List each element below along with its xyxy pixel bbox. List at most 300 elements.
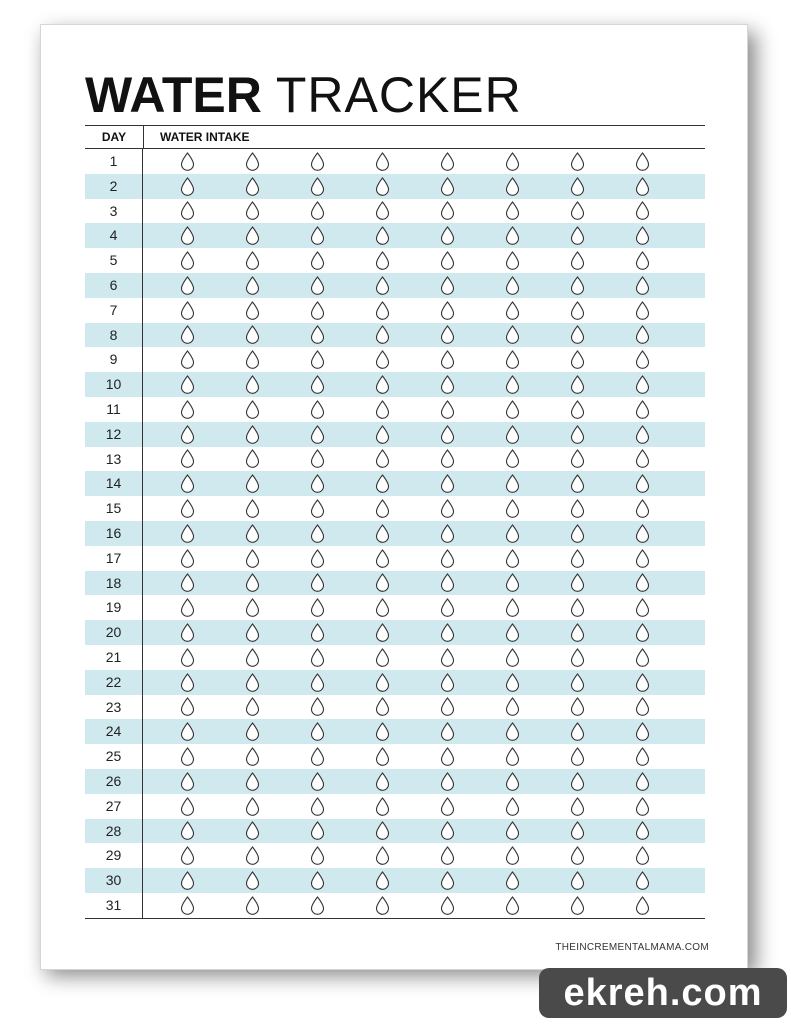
water-drop-icon[interactable] <box>180 149 245 173</box>
water-drop-icon[interactable] <box>375 447 440 471</box>
water-drop-icon[interactable] <box>180 720 245 744</box>
water-drop-icon[interactable] <box>440 645 505 669</box>
table-row <box>85 868 705 893</box>
water-drop-icon[interactable] <box>570 497 635 521</box>
water-drop-icon[interactable] <box>635 397 700 421</box>
water-drop-icon[interactable] <box>505 298 570 322</box>
water-drop-icon[interactable] <box>310 249 375 273</box>
water-drop-icon[interactable] <box>245 521 310 545</box>
water-drop-icon[interactable] <box>180 521 245 545</box>
drop-group <box>143 174 700 198</box>
water-drop-icon[interactable] <box>180 397 245 421</box>
water-drop-icon[interactable] <box>505 224 570 248</box>
drop-group <box>143 645 700 669</box>
water-drop-icon[interactable] <box>375 745 440 769</box>
water-drop-icon[interactable] <box>245 893 310 917</box>
water-drop-icon[interactable] <box>635 621 700 645</box>
water-drop-icon[interactable] <box>570 298 635 322</box>
water-drop-icon[interactable] <box>375 844 440 868</box>
water-drop-icon[interactable] <box>635 472 700 496</box>
water-drop-icon[interactable] <box>635 249 700 273</box>
water-drop-icon[interactable] <box>440 497 505 521</box>
water-drop-icon[interactable] <box>310 794 375 818</box>
table-row <box>85 695 705 720</box>
water-drop-icon[interactable] <box>505 571 570 595</box>
water-drop-icon[interactable] <box>375 249 440 273</box>
water-drop-icon[interactable] <box>440 447 505 471</box>
day-number: 6 <box>85 273 143 298</box>
water-drop-icon[interactable] <box>375 819 440 843</box>
water-drop-icon[interactable] <box>310 273 375 297</box>
day-number: 22 <box>85 670 143 695</box>
water-drop-icon[interactable] <box>310 149 375 173</box>
water-drop-icon[interactable] <box>570 348 635 372</box>
water-drop-icon[interactable] <box>245 447 310 471</box>
water-drop-icon[interactable] <box>310 670 375 694</box>
water-drop-icon[interactable] <box>375 695 440 719</box>
table-row <box>85 347 705 372</box>
water-drop-icon[interactable] <box>310 844 375 868</box>
water-drop-icon[interactable] <box>245 273 310 297</box>
water-drop-icon[interactable] <box>440 596 505 620</box>
water-drop-icon[interactable] <box>505 521 570 545</box>
water-drop-icon[interactable] <box>505 422 570 446</box>
water-drop-icon[interactable] <box>245 596 310 620</box>
water-drop-icon[interactable] <box>635 893 700 917</box>
water-drop-icon[interactable] <box>635 745 700 769</box>
water-drop-icon[interactable] <box>375 199 440 223</box>
water-drop-icon[interactable] <box>375 348 440 372</box>
water-drop-icon[interactable] <box>440 745 505 769</box>
water-drop-icon[interactable] <box>180 273 245 297</box>
day-number: 10 <box>85 372 143 397</box>
water-drop-icon[interactable] <box>245 298 310 322</box>
water-drop-icon[interactable] <box>180 323 245 347</box>
water-drop-icon[interactable] <box>180 794 245 818</box>
water-drop-icon[interactable] <box>440 373 505 397</box>
water-drop-icon[interactable] <box>440 869 505 893</box>
water-drop-icon[interactable] <box>635 645 700 669</box>
water-drop-icon[interactable] <box>375 645 440 669</box>
water-drop-icon[interactable] <box>245 323 310 347</box>
water-drop-icon[interactable] <box>245 769 310 793</box>
water-drop-icon[interactable] <box>440 695 505 719</box>
water-drop-icon[interactable] <box>505 497 570 521</box>
water-drop-icon[interactable] <box>440 273 505 297</box>
water-drop-icon[interactable] <box>570 199 635 223</box>
water-drop-icon[interactable] <box>505 472 570 496</box>
table-row <box>85 496 705 521</box>
water-drop-icon[interactable] <box>245 844 310 868</box>
water-drop-icon[interactable] <box>505 869 570 893</box>
header-water-intake: WATER INTAKE <box>160 130 250 144</box>
water-drop-icon[interactable] <box>505 769 570 793</box>
day-number: 27 <box>85 794 143 819</box>
table-row <box>85 769 705 794</box>
water-drop-icon[interactable] <box>245 224 310 248</box>
water-drop-icon[interactable] <box>505 720 570 744</box>
water-drop-icon[interactable] <box>310 497 375 521</box>
water-drop-icon[interactable] <box>635 869 700 893</box>
drop-group <box>143 745 700 769</box>
water-drop-icon[interactable] <box>635 497 700 521</box>
water-drop-icon[interactable] <box>440 199 505 223</box>
water-drop-icon[interactable] <box>570 769 635 793</box>
water-drop-icon[interactable] <box>375 571 440 595</box>
day-number: 20 <box>85 620 143 645</box>
water-drop-icon[interactable] <box>505 670 570 694</box>
water-drop-icon[interactable] <box>570 571 635 595</box>
water-drop-icon[interactable] <box>245 819 310 843</box>
water-drop-icon[interactable] <box>310 447 375 471</box>
water-drop-icon[interactable] <box>570 447 635 471</box>
water-drop-icon[interactable] <box>310 769 375 793</box>
water-drop-icon[interactable] <box>570 645 635 669</box>
water-drop-icon[interactable] <box>505 546 570 570</box>
water-drop-icon[interactable] <box>570 819 635 843</box>
water-drop-icon[interactable] <box>245 621 310 645</box>
water-drop-icon[interactable] <box>245 571 310 595</box>
water-drop-icon[interactable] <box>245 869 310 893</box>
water-drop-icon[interactable] <box>570 893 635 917</box>
day-number: 2 <box>85 174 143 199</box>
water-drop-icon[interactable] <box>310 893 375 917</box>
water-drop-icon[interactable] <box>180 695 245 719</box>
water-drop-icon[interactable] <box>180 373 245 397</box>
drop-group <box>143 571 700 595</box>
water-drop-icon[interactable] <box>635 348 700 372</box>
water-drop-icon[interactable] <box>375 596 440 620</box>
title-light: TRACKER <box>275 67 522 123</box>
water-drop-icon[interactable] <box>570 149 635 173</box>
day-number: 18 <box>85 571 143 596</box>
water-drop-icon[interactable] <box>505 373 570 397</box>
water-drop-icon[interactable] <box>570 670 635 694</box>
water-drop-icon[interactable] <box>635 422 700 446</box>
water-drop-icon[interactable] <box>375 373 440 397</box>
water-drop-icon[interactable] <box>245 472 310 496</box>
water-drop-icon[interactable] <box>180 472 245 496</box>
water-drop-icon[interactable] <box>635 447 700 471</box>
water-drop-icon[interactable] <box>440 769 505 793</box>
water-drop-icon[interactable] <box>570 521 635 545</box>
water-drop-icon[interactable] <box>570 373 635 397</box>
water-drop-icon[interactable] <box>245 546 310 570</box>
water-drop-icon[interactable] <box>505 819 570 843</box>
water-drop-icon[interactable] <box>505 447 570 471</box>
water-drop-icon[interactable] <box>505 893 570 917</box>
water-drop-icon[interactable] <box>570 596 635 620</box>
water-drop-icon[interactable] <box>180 745 245 769</box>
water-drop-icon[interactable] <box>375 720 440 744</box>
water-drop-icon[interactable] <box>505 348 570 372</box>
water-drop-icon[interactable] <box>505 794 570 818</box>
water-drop-icon[interactable] <box>570 546 635 570</box>
table-row <box>85 645 705 670</box>
water-drop-icon[interactable] <box>180 348 245 372</box>
water-drop-icon[interactable] <box>375 472 440 496</box>
water-drop-icon[interactable] <box>505 273 570 297</box>
drop-group <box>143 472 700 496</box>
day-number: 23 <box>85 695 143 720</box>
site-credit: THEINCREMENTALMAMA.COM <box>555 942 709 953</box>
water-drop-icon[interactable] <box>635 596 700 620</box>
water-drop-icon[interactable] <box>440 298 505 322</box>
water-drop-icon[interactable] <box>180 621 245 645</box>
water-drop-icon[interactable] <box>635 199 700 223</box>
water-drop-icon[interactable] <box>375 298 440 322</box>
water-drop-icon[interactable] <box>505 645 570 669</box>
water-drop-icon[interactable] <box>245 149 310 173</box>
water-drop-icon[interactable] <box>440 472 505 496</box>
water-drop-icon[interactable] <box>505 149 570 173</box>
drop-group <box>143 670 700 694</box>
water-drop-icon[interactable] <box>440 546 505 570</box>
water-drop-icon[interactable] <box>245 373 310 397</box>
water-drop-icon[interactable] <box>375 224 440 248</box>
water-drop-icon[interactable] <box>310 869 375 893</box>
water-drop-icon[interactable] <box>635 720 700 744</box>
water-drop-icon[interactable] <box>310 422 375 446</box>
drop-group <box>143 298 700 322</box>
water-drop-icon[interactable] <box>375 869 440 893</box>
water-drop-icon[interactable] <box>245 422 310 446</box>
day-number: 17 <box>85 546 143 571</box>
water-drop-icon[interactable] <box>310 546 375 570</box>
water-drop-icon[interactable] <box>505 745 570 769</box>
water-drop-icon[interactable] <box>180 645 245 669</box>
water-drop-icon[interactable] <box>440 174 505 198</box>
water-drop-icon[interactable] <box>635 323 700 347</box>
water-drop-icon[interactable] <box>440 893 505 917</box>
water-drop-icon[interactable] <box>310 521 375 545</box>
water-drop-icon[interactable] <box>375 521 440 545</box>
water-drop-icon[interactable] <box>440 348 505 372</box>
drop-group <box>143 720 700 744</box>
water-drop-icon[interactable] <box>180 769 245 793</box>
water-drop-icon[interactable] <box>310 348 375 372</box>
water-drop-icon[interactable] <box>505 621 570 645</box>
water-drop-icon[interactable] <box>570 745 635 769</box>
water-drop-icon[interactable] <box>180 497 245 521</box>
day-number: 3 <box>85 199 143 224</box>
water-drop-icon[interactable] <box>635 149 700 173</box>
water-drop-icon[interactable] <box>245 348 310 372</box>
water-drop-icon[interactable] <box>440 224 505 248</box>
water-drop-icon[interactable] <box>310 373 375 397</box>
water-drop-icon[interactable] <box>180 596 245 620</box>
water-drop-icon[interactable] <box>310 621 375 645</box>
water-drop-icon[interactable] <box>180 869 245 893</box>
table-row <box>85 471 705 496</box>
water-drop-icon[interactable] <box>440 521 505 545</box>
water-drop-icon[interactable] <box>635 273 700 297</box>
water-drop-icon[interactable] <box>245 720 310 744</box>
water-drop-icon[interactable] <box>635 844 700 868</box>
day-number: 16 <box>85 521 143 546</box>
water-drop-icon[interactable] <box>375 546 440 570</box>
water-drop-icon[interactable] <box>310 745 375 769</box>
water-drop-icon[interactable] <box>635 174 700 198</box>
water-drop-icon[interactable] <box>570 422 635 446</box>
water-drop-icon[interactable] <box>310 298 375 322</box>
water-drop-icon[interactable] <box>440 323 505 347</box>
water-drop-icon[interactable] <box>570 397 635 421</box>
water-drop-icon[interactable] <box>310 199 375 223</box>
water-drop-icon[interactable] <box>245 497 310 521</box>
day-number: 24 <box>85 719 143 744</box>
water-drop-icon[interactable] <box>635 373 700 397</box>
day-number: 8 <box>85 323 143 348</box>
water-drop-icon[interactable] <box>570 720 635 744</box>
day-number: 11 <box>85 397 143 422</box>
bottom-rule <box>85 918 705 919</box>
table-row <box>85 546 705 571</box>
water-drop-icon[interactable] <box>440 670 505 694</box>
water-drop-icon[interactable] <box>180 174 245 198</box>
water-drop-icon[interactable] <box>375 149 440 173</box>
water-drop-icon[interactable] <box>180 298 245 322</box>
water-drop-icon[interactable] <box>505 695 570 719</box>
water-drop-icon[interactable] <box>245 670 310 694</box>
water-drop-icon[interactable] <box>635 224 700 248</box>
water-drop-icon[interactable] <box>570 323 635 347</box>
water-drop-icon[interactable] <box>375 422 440 446</box>
water-drop-icon[interactable] <box>570 249 635 273</box>
water-drop-icon[interactable] <box>310 323 375 347</box>
water-drop-icon[interactable] <box>310 720 375 744</box>
day-number: 1 <box>85 149 143 174</box>
drop-group <box>143 546 700 570</box>
table-row <box>85 794 705 819</box>
water-drop-icon[interactable] <box>440 397 505 421</box>
water-drop-icon[interactable] <box>310 596 375 620</box>
water-drop-icon[interactable] <box>570 621 635 645</box>
water-drop-icon[interactable] <box>180 844 245 868</box>
water-drop-icon[interactable] <box>505 596 570 620</box>
day-number: 7 <box>85 298 143 323</box>
water-drop-icon[interactable] <box>375 670 440 694</box>
water-drop-icon[interactable] <box>570 224 635 248</box>
drop-group <box>143 447 700 471</box>
water-drop-icon[interactable] <box>440 844 505 868</box>
water-drop-icon[interactable] <box>245 174 310 198</box>
water-drop-icon[interactable] <box>505 397 570 421</box>
water-drop-icon[interactable] <box>440 422 505 446</box>
water-drop-icon[interactable] <box>375 769 440 793</box>
water-drop-icon[interactable] <box>440 571 505 595</box>
water-drop-icon[interactable] <box>245 745 310 769</box>
water-drop-icon[interactable] <box>245 249 310 273</box>
water-drop-icon[interactable] <box>440 149 505 173</box>
water-drop-icon[interactable] <box>505 323 570 347</box>
water-drop-icon[interactable] <box>310 224 375 248</box>
table-header <box>85 125 705 149</box>
water-drop-icon[interactable] <box>440 249 505 273</box>
water-drop-icon[interactable] <box>375 621 440 645</box>
water-drop-icon[interactable] <box>440 621 505 645</box>
water-drop-icon[interactable] <box>180 199 245 223</box>
water-drop-icon[interactable] <box>310 397 375 421</box>
water-drop-icon[interactable] <box>635 819 700 843</box>
water-drop-icon[interactable] <box>310 174 375 198</box>
table-row <box>85 273 705 298</box>
water-drop-icon[interactable] <box>635 571 700 595</box>
water-drop-icon[interactable] <box>245 645 310 669</box>
water-drop-icon[interactable] <box>570 695 635 719</box>
water-drop-icon[interactable] <box>180 571 245 595</box>
water-drop-icon[interactable] <box>180 819 245 843</box>
water-drop-icon[interactable] <box>375 497 440 521</box>
water-drop-icon[interactable] <box>180 249 245 273</box>
water-drop-icon[interactable] <box>570 273 635 297</box>
water-drop-icon[interactable] <box>310 472 375 496</box>
water-drop-icon[interactable] <box>570 844 635 868</box>
water-drop-icon[interactable] <box>180 447 245 471</box>
water-drop-icon[interactable] <box>440 794 505 818</box>
water-drop-icon[interactable] <box>375 323 440 347</box>
water-drop-icon[interactable] <box>635 670 700 694</box>
water-drop-icon[interactable] <box>245 794 310 818</box>
water-drop-icon[interactable] <box>310 819 375 843</box>
water-drop-icon[interactable] <box>310 645 375 669</box>
water-drop-icon[interactable] <box>440 720 505 744</box>
water-drop-icon[interactable] <box>570 869 635 893</box>
water-drop-icon[interactable] <box>375 397 440 421</box>
water-drop-icon[interactable] <box>375 893 440 917</box>
water-drop-icon[interactable] <box>440 819 505 843</box>
water-drop-icon[interactable] <box>635 298 700 322</box>
day-number: 12 <box>85 422 143 447</box>
water-drop-icon[interactable] <box>570 794 635 818</box>
water-drop-icon[interactable] <box>635 546 700 570</box>
table-row <box>85 174 705 199</box>
table-row <box>85 323 705 348</box>
water-drop-icon[interactable] <box>505 174 570 198</box>
water-drop-icon[interactable] <box>180 670 245 694</box>
day-number: 30 <box>85 868 143 893</box>
drop-group <box>143 348 700 372</box>
water-drop-icon[interactable] <box>570 472 635 496</box>
water-drop-icon[interactable] <box>375 273 440 297</box>
drop-group <box>143 323 700 347</box>
water-drop-icon[interactable] <box>245 695 310 719</box>
water-drop-icon[interactable] <box>635 769 700 793</box>
water-drop-icon[interactable] <box>180 224 245 248</box>
water-drop-icon[interactable] <box>505 199 570 223</box>
day-number: 26 <box>85 769 143 794</box>
water-drop-icon[interactable] <box>375 794 440 818</box>
water-drop-icon[interactable] <box>570 174 635 198</box>
drop-group <box>143 844 700 868</box>
water-drop-icon[interactable] <box>375 174 440 198</box>
water-drop-icon[interactable] <box>310 571 375 595</box>
water-drop-icon[interactable] <box>505 844 570 868</box>
drop-group <box>143 397 700 421</box>
water-drop-icon[interactable] <box>180 422 245 446</box>
water-drop-icon[interactable] <box>180 546 245 570</box>
water-drop-icon[interactable] <box>245 199 310 223</box>
drop-group <box>143 893 700 917</box>
water-drop-icon[interactable] <box>635 695 700 719</box>
water-drop-icon[interactable] <box>180 893 245 917</box>
water-drop-icon[interactable] <box>635 521 700 545</box>
water-drop-icon[interactable] <box>505 249 570 273</box>
water-drop-icon[interactable] <box>310 695 375 719</box>
table-row <box>85 571 705 596</box>
water-drop-icon[interactable] <box>635 794 700 818</box>
water-drop-icon[interactable] <box>245 397 310 421</box>
